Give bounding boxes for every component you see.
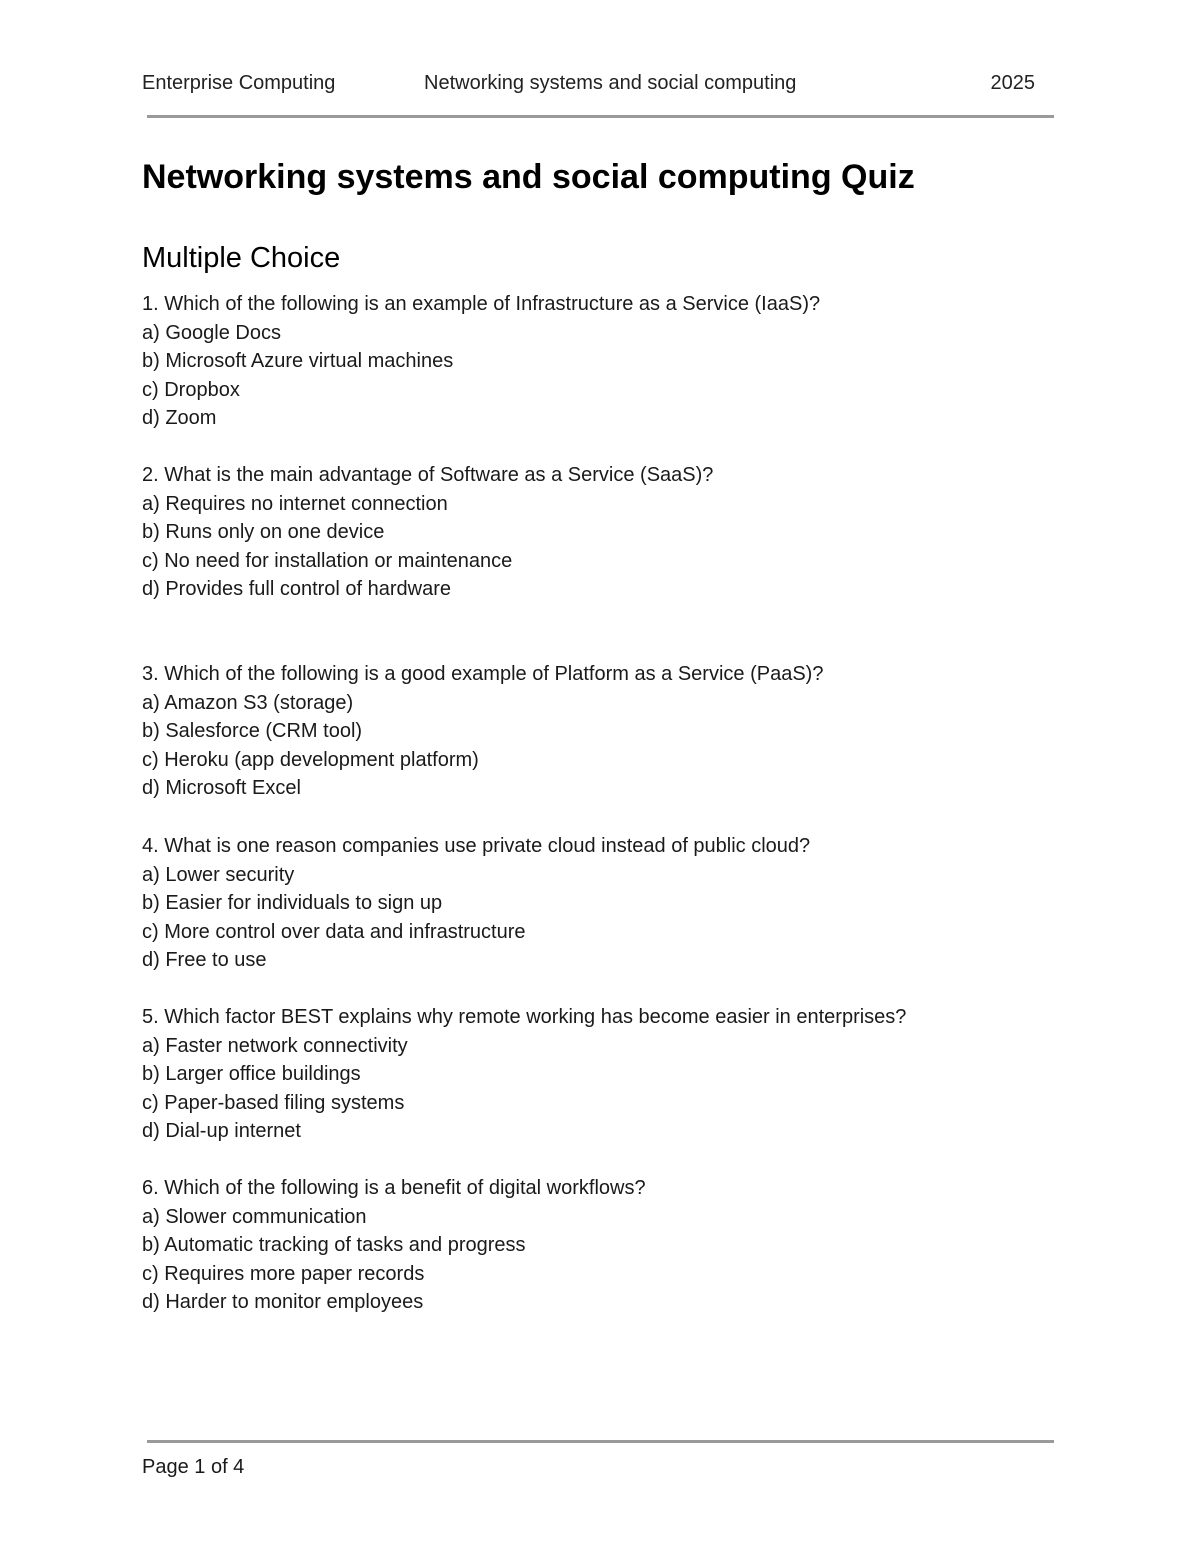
question-text: 6. Which of the following is a benefit of digital workflows? [142, 1177, 646, 1199]
question-text: 2. What is the main advantage of Software as a Service (SaaS)? [142, 464, 714, 486]
option-a: a) Amazon S3 (storage) [142, 691, 354, 714]
header-course-name: Enterprise Computing [142, 72, 336, 94]
page-number: Page 1 of 4 [142, 1456, 245, 1478]
question-text: 4. What is one reason companies use private cloud instead of public cloud? [142, 835, 811, 857]
option-c: c) No need for installation or maintenance [142, 549, 513, 572]
option-d: d) Harder to monitor employees [142, 1291, 424, 1314]
option-c: c) More control over data and infrastructure [142, 920, 526, 943]
question-1 [142, 290, 1062, 433]
option-a: a) Slower communication [142, 1205, 367, 1228]
option-b: b) Easier for individuals to sign up [142, 892, 443, 915]
option-b: b) Salesforce (CRM tool) [142, 720, 363, 743]
header-year: 2025 [990, 72, 1035, 94]
question-5 [142, 1003, 1062, 1146]
question-3 [142, 660, 1062, 803]
option-d: d) Provides full control of hardware [142, 578, 452, 601]
question-4 [142, 832, 1062, 975]
footer-divider [147, 1440, 1054, 1443]
header-divider [147, 115, 1054, 118]
option-d: d) Zoom [142, 407, 217, 430]
section-heading: Multiple Choice [142, 242, 341, 274]
option-b: b) Automatic tracking of tasks and progress [142, 1234, 526, 1257]
option-a: a) Google Docs [142, 321, 281, 344]
question-text: 3. Which of the following is a good example of Platform as a Service (PaaS)? [142, 663, 824, 685]
option-b: b) Runs only on one device [142, 521, 385, 544]
option-d: d) Dial-up internet [142, 1120, 301, 1143]
option-a: a) Lower security [142, 863, 295, 886]
option-b: b) Microsoft Azure virtual machines [142, 350, 454, 373]
option-c: c) Dropbox [142, 378, 240, 401]
option-c: c) Heroku (app development platform) [142, 748, 479, 771]
option-c: c) Requires more paper records [142, 1262, 425, 1285]
option-d: d) Free to use [142, 949, 267, 972]
question-text: 1. Which of the following is an example of Infrastructure as a Service (IaaS)? [142, 293, 821, 315]
question-text: 5. Which factor BEST explains why remote working has become easier in enterprises? [142, 1006, 907, 1028]
option-d: d) Microsoft Excel [142, 777, 301, 800]
option-b: b) Larger office buildings [142, 1063, 361, 1086]
option-a: a) Requires no internet connection [142, 492, 448, 515]
option-a: a) Faster network connectivity [142, 1034, 408, 1057]
question-2 [142, 461, 1062, 604]
header-topic: Networking systems and social computing [424, 72, 797, 94]
option-c: c) Paper-based filing systems [142, 1091, 405, 1114]
page-title: Networking systems and social computing Quiz [142, 158, 915, 196]
question-6 [142, 1174, 1062, 1317]
